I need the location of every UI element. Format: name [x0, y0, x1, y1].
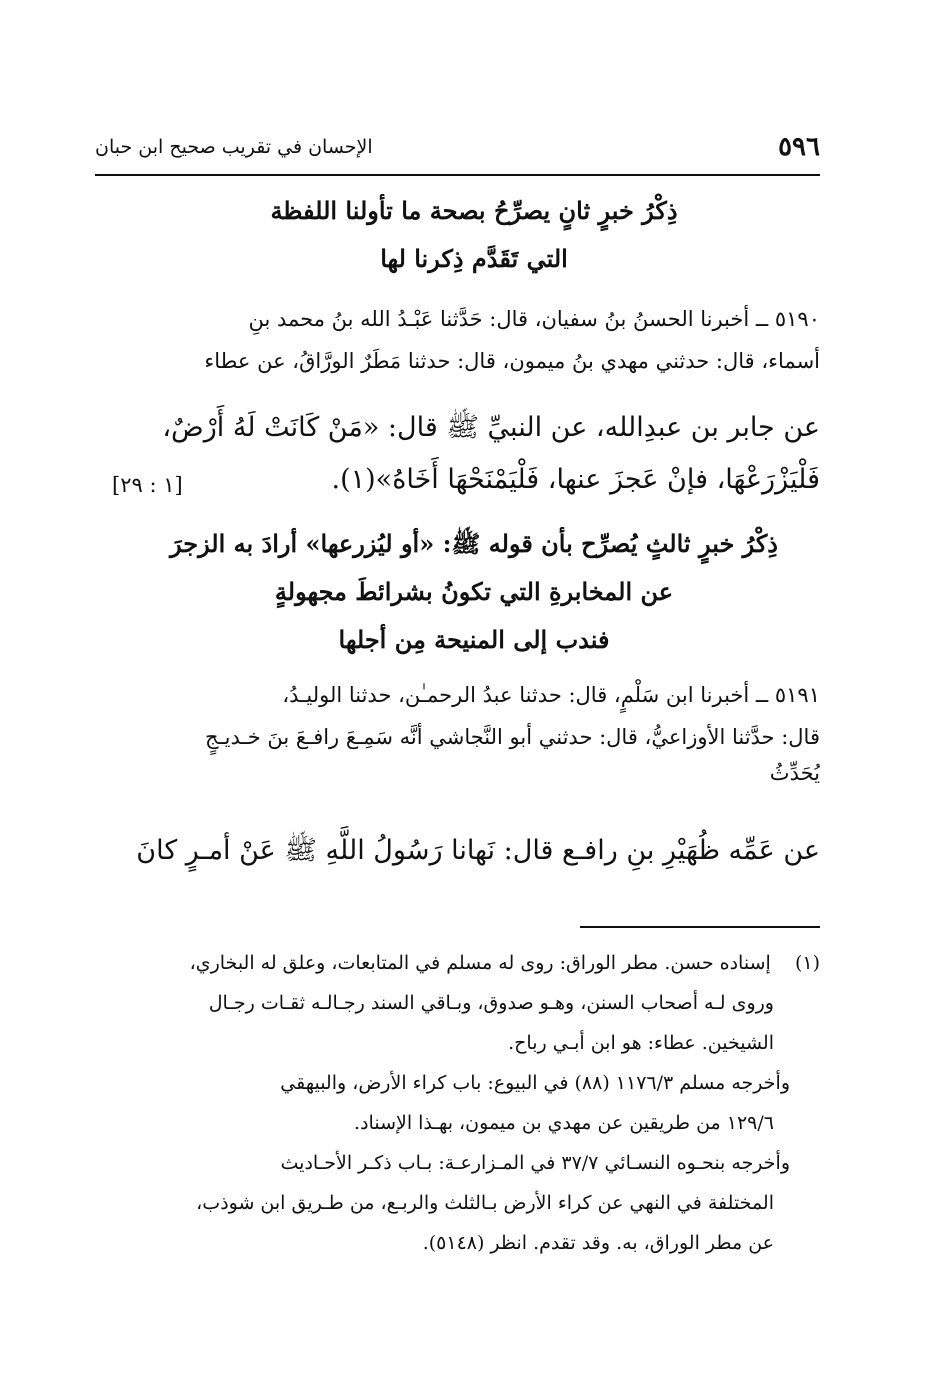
- footnote-line: ١٢٩/٦ من طريقين عن مهدي بن ميمون، بهـذا الإسناد.: [354, 1112, 774, 1134]
- heading-line: التي تَقَدَّم ذِكرنا لها: [380, 244, 568, 273]
- isnad-line: ٥١٩٠ ــ أخبرنا الحسنُ بنُ سفيان، قال: حَدَّثنا عَبْـدُ الله بنُ محمد بنِ: [248, 307, 820, 331]
- matn-line: عن عَمِّه ظُهَيْرِ بنِ رافـع قال: نَهانا رَسُولُ اللَّهِ ﷺ عَنْ أمـرٍ كانَ: [136, 835, 820, 866]
- hadith-5191-matn: [110, 825, 820, 877]
- book-title: الإحسان في تقريب صحيح ابن حبان: [95, 136, 373, 158]
- matn-line: فَلْيَزْرَعْهَا، فإنْ عَجزَ عنها، فَلْيَمْنَحْهَا أَخَاهُ»(١).: [331, 464, 820, 495]
- footnote-divider: [580, 926, 820, 928]
- heading-line: عن المخابرةِ التي تكونُ بشرائطَ مجهولةٍ: [274, 577, 674, 606]
- isnad-line: ٥١٩١ ــ أخبرنا ابن سَلْمٍ، قال: حدثنا عبدُ الرحمـٰن، حدثنا الوليـدُ،: [282, 683, 820, 707]
- running-header: [95, 132, 820, 176]
- hadith-5191-isnad: [110, 674, 820, 788]
- footnote-line: وأخرجه بنحـوه النسـائي ٣٧/٧ في المـزارعـة: بـاب ذكـر الأحـاديث: [280, 1152, 790, 1174]
- isnad-line: أسماء، قال: حدثني مهدي بنُ ميمون، قال: حدثنا مَطَرٌ الورَّاقُ، عن عطاء: [204, 349, 820, 373]
- isnad-line: قال: حدَّثنا الأوزاعيُّ، قال: حدثني أبو النَّجاشي أنَّه سَمِـعَ رافـعَ بنَ خـديـجٍ: [204, 725, 820, 749]
- isnad-line: يُحَدِّثُ: [769, 761, 820, 785]
- section-heading-1: [110, 187, 838, 283]
- matn-line: عن جابر بن عبدِالله، عن النبيِّ ﷺ قال: «مَنْ كَانَتْ لَهُ أَرْضٌ،: [162, 412, 820, 443]
- section-heading-2: [110, 520, 838, 664]
- heading-line: ذِكْرُ خبرٍ ثانٍ يصرِّحُ بصحة ما تأولنا اللفظة: [270, 196, 678, 225]
- footnote-line: [110, 943, 820, 983]
- footnote-text: إسناده حسن. مطر الوراق: روى له مسلم في المتابعات، وعلق له البخاري،: [189, 952, 771, 974]
- footnote-marker: (١): [794, 952, 820, 974]
- reference-tag: [١ : ٢٩]: [112, 473, 183, 497]
- footnote-line: الشيخين. عطاء: هو ابن أبـي رباح.: [508, 1032, 774, 1054]
- hadith-5190-matn: [110, 402, 820, 506]
- footnote-line: المختلفة في النهي عن كراء الأرض بـالثلث والربـع، من طـريق ابن شوذب،: [196, 1192, 774, 1214]
- heading-line: ذِكْرُ خبرٍ ثالثٍ يُصرِّح بأن قوله ﷺ: «أو ليُزرعها» أرادَ به الزجرَ: [169, 529, 778, 558]
- hadith-5190-isnad: [110, 298, 820, 382]
- footnote-line: وأخرجه مسلم ١١٧٦/٣ (٨٨) في البيوع: باب كراء الأرض، والبيهقي: [280, 1072, 790, 1094]
- heading-line: فندب إلى المنيحة مِن أجلها: [338, 625, 610, 654]
- footnote-line: عن مطر الوراق، به. وقد تقدم. انظر (٥١٤٨).: [422, 1232, 774, 1254]
- footnote-line: وروى لـه أصحاب السنن، وهـو صدوق، وبـاقي السند رجـالـه ثقـات رجـال: [208, 992, 774, 1014]
- footnotes: [110, 943, 820, 1263]
- page-number: ٥٩٦: [778, 132, 820, 162]
